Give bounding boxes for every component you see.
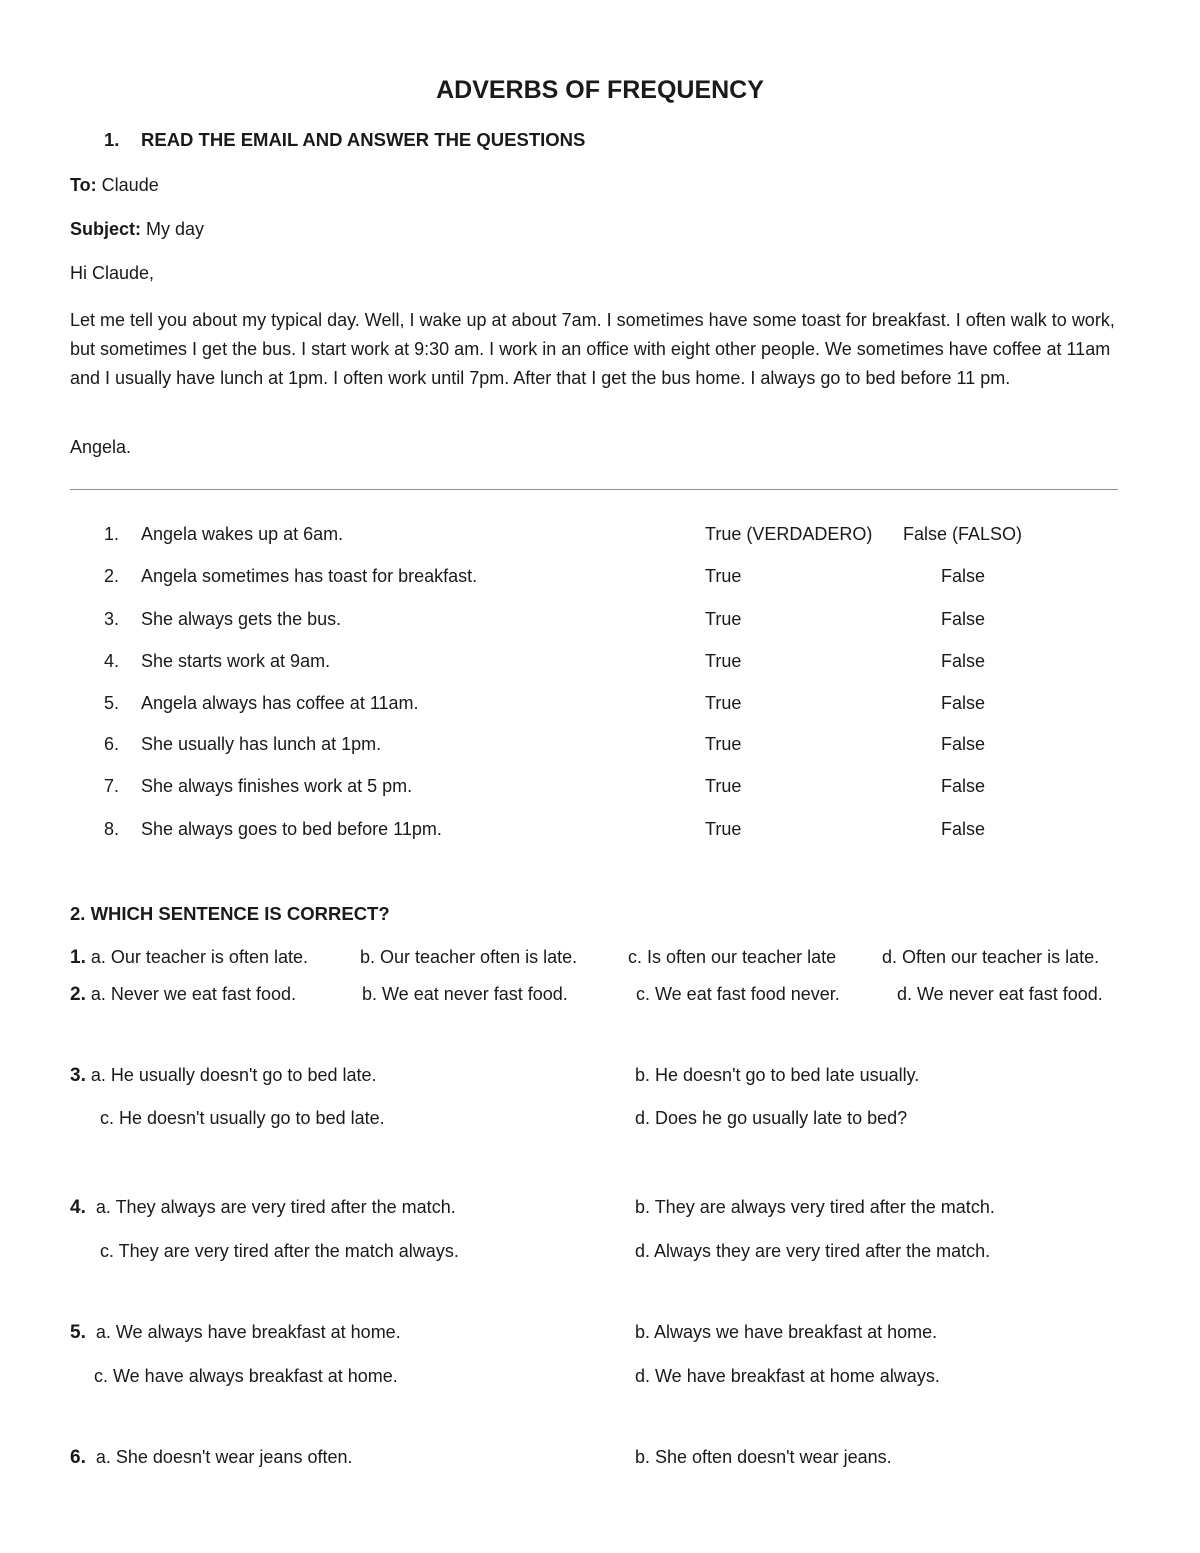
- mc-item-number: 4.: [70, 1197, 86, 1218]
- mc-item-6-a[interactable]: [70, 1447, 352, 1469]
- question-number: 4.: [104, 651, 120, 671]
- section1-number: 1.: [104, 129, 120, 150]
- email-to-value: Claude: [101, 175, 159, 195]
- true-option[interactable]: True: [705, 609, 742, 629]
- mc-item-2-b[interactable]: b. We eat never fast food.: [362, 984, 568, 1004]
- mc-item-5-a[interactable]: [70, 1322, 401, 1344]
- question-text: She always goes to bed before 11pm.: [141, 819, 442, 839]
- question-number: 8.: [104, 819, 120, 839]
- mc-item-number: 3.: [70, 1065, 86, 1086]
- email-signature: Angela.: [70, 437, 132, 457]
- false-option[interactable]: False: [941, 693, 986, 713]
- mc-item-5-d[interactable]: d. We have breakfast at home always.: [635, 1366, 940, 1386]
- question-row: [104, 776, 412, 797]
- divider-line: [70, 489, 1118, 490]
- true-option[interactable]: True: [705, 776, 742, 796]
- question-row: [104, 734, 381, 755]
- mc-item-2-a[interactable]: [70, 984, 296, 1006]
- option-a: a. He usually doesn't go to bed late.: [90, 1065, 377, 1085]
- section1-heading: [104, 129, 585, 151]
- question-text: She starts work at 9am.: [141, 651, 331, 671]
- mc-item-6-b[interactable]: b. She often doesn't wear jeans.: [635, 1447, 892, 1467]
- mc-item-3-c[interactable]: c. He doesn't usually go to bed late.: [100, 1108, 385, 1128]
- email-greeting: Hi Claude,: [70, 263, 155, 283]
- question-number: 7.: [104, 776, 120, 796]
- false-option[interactable]: False: [941, 609, 986, 629]
- mc-item-4-d[interactable]: d. Always they are very tired after the match.: [635, 1241, 991, 1261]
- question-text: She always gets the bus.: [141, 609, 342, 629]
- mc-item-5-c[interactable]: c. We have always breakfast at home.: [94, 1366, 398, 1386]
- question-row: [104, 819, 442, 840]
- mc-item-3-a[interactable]: [70, 1065, 377, 1087]
- mc-item-number: 1.: [70, 947, 86, 968]
- email-subject: [70, 219, 204, 240]
- email-body: Let me tell you about my typical day. Well, I wake up at about 7am. I sometimes have some toast for breakfast. I often walk to work, but sometimes I get the bus. I start work at 9:30 am. I work in an office with eight other people. We sometimes have coffee at 11am and I usually have lunch at 1pm. I often work until 7pm. After that I get the bus home. I always go to bed before 11 pm.: [70, 310, 1115, 388]
- page-title: ADVERBS OF FREQUENCY: [436, 76, 764, 104]
- true-option[interactable]: True (VERDADERO): [705, 524, 873, 544]
- mc-item-3-d[interactable]: d. Does he go usually late to bed?: [635, 1108, 908, 1128]
- false-option[interactable]: False: [941, 819, 986, 839]
- option-a: a. She doesn't wear jeans often.: [95, 1447, 353, 1467]
- mc-item-number: 5.: [70, 1322, 86, 1343]
- mc-item-2-d[interactable]: d. We never eat fast food.: [897, 984, 1103, 1004]
- question-number: 6.: [104, 734, 120, 754]
- mc-item-1-a[interactable]: [70, 947, 308, 969]
- email-to: [70, 175, 159, 196]
- option-a: a. Never we eat fast food.: [90, 984, 296, 1004]
- question-text: Angela wakes up at 6am.: [141, 524, 344, 544]
- mc-item-4-a[interactable]: [70, 1197, 456, 1219]
- question-text: Angela always has coffee at 11am.: [141, 693, 419, 713]
- question-number: 1.: [104, 524, 120, 544]
- section2-heading: 2. WHICH SENTENCE IS CORRECT?: [70, 903, 390, 924]
- question-row: [104, 651, 330, 672]
- question-row: [104, 609, 341, 630]
- question-number: 5.: [104, 693, 120, 713]
- false-option[interactable]: False (FALSO): [903, 524, 1023, 544]
- question-row: [104, 693, 419, 714]
- mc-item-number: 2.: [70, 984, 86, 1005]
- email-to-label: To:: [70, 175, 97, 195]
- mc-item-4-c[interactable]: c. They are very tired after the match always.: [100, 1241, 459, 1261]
- email-subject-label: Subject:: [70, 219, 142, 239]
- mc-item-3-b[interactable]: b. He doesn't go to bed late usually.: [635, 1065, 920, 1085]
- mc-item-1-c[interactable]: c. Is often our teacher late: [628, 947, 837, 967]
- question-text: She always finishes work at 5 pm.: [141, 776, 413, 796]
- mc-item-5-b[interactable]: b. Always we have breakfast at home.: [635, 1322, 938, 1342]
- true-option[interactable]: True: [705, 819, 742, 839]
- question-number: 2.: [104, 566, 120, 586]
- true-option[interactable]: True: [705, 566, 742, 586]
- true-option[interactable]: True: [705, 734, 742, 754]
- email-subject-value: My day: [146, 219, 205, 239]
- mc-item-number: 6.: [70, 1447, 86, 1468]
- question-row: [104, 524, 343, 545]
- question-number: 3.: [104, 609, 120, 629]
- mc-item-1-b[interactable]: b. Our teacher often is late.: [360, 947, 578, 967]
- mc-item-4-b[interactable]: b. They are always very tired after the match.: [635, 1197, 995, 1217]
- question-text: She usually has lunch at 1pm.: [141, 734, 382, 754]
- true-option[interactable]: True: [705, 693, 742, 713]
- false-option[interactable]: False: [941, 734, 986, 754]
- question-text: Angela sometimes has toast for breakfast.: [141, 566, 478, 586]
- true-option[interactable]: True: [705, 651, 742, 671]
- false-option[interactable]: False: [941, 566, 986, 586]
- option-a: a. Our teacher is often late.: [90, 947, 308, 967]
- mc-item-2-c[interactable]: c. We eat fast food never.: [636, 984, 840, 1004]
- mc-item-1-d[interactable]: d. Often our teacher is late.: [882, 947, 1100, 967]
- question-row: [104, 566, 477, 587]
- option-a: a. We always have breakfast at home.: [95, 1322, 401, 1342]
- false-option[interactable]: False: [941, 651, 986, 671]
- section1-heading-text: READ THE EMAIL AND ANSWER THE QUESTIONS: [141, 129, 586, 150]
- option-a: a. They always are very tired after the match.: [95, 1197, 456, 1217]
- false-option[interactable]: False: [941, 776, 986, 796]
